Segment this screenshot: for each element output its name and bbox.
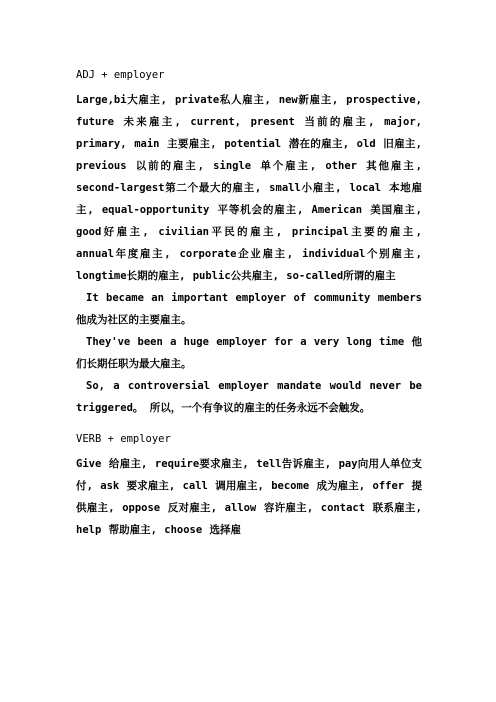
example-sentence-2: They've been a huge employer for a very long time 他们长期任职为最大雇主。 [76, 336, 422, 370]
section-spacer [76, 419, 422, 428]
example-sentence-1: It became an important employer of community members 他成为社区的主要雇主。 [76, 292, 422, 326]
verb-collocation-list: Give 给雇主, require要求雇主, tell告诉雇主, pay向用人单位支付, ask 要求雇主, call 调用雇主, become 成为雇主, offer 提供雇主, oppose 反对雇主, allow 容许雇主, contact 联系雇主, help 帮助雇主, choose 选择雇 [76, 458, 422, 536]
section-heading-adj-employer: ADJ + employer [76, 69, 165, 81]
section-heading-verb-employer: VERB + employer [76, 433, 171, 445]
document-body [76, 64, 422, 541]
adj-collocation-list: Large,bi大雇主, private私人雇主, new新雇主, prospective, future 未来雇主, current, present 当前的雇主, major, primary, main 主要雇主, potential 潜在的雇主, old 旧雇主, previous 以前的雇主, single 单个雇主, other 其他雇主, second-largest第二个最大的雇主, small小雇主, local 本地雇主, equal-opportunity 平等机会的雇主, American 美国雇主, good好雇主, civilian平民的雇主, principal主要的雇主, annual年度雇主, corporate企业雇主, individual个别雇主, longtime长期的雇主, public公共雇主, so-called所谓的雇主 [76, 94, 422, 282]
example-sentence-3: So, a controversial employer mandate would never be triggered。 所以，一个有争议的雇主的任务永远不会触发。 [76, 380, 422, 414]
